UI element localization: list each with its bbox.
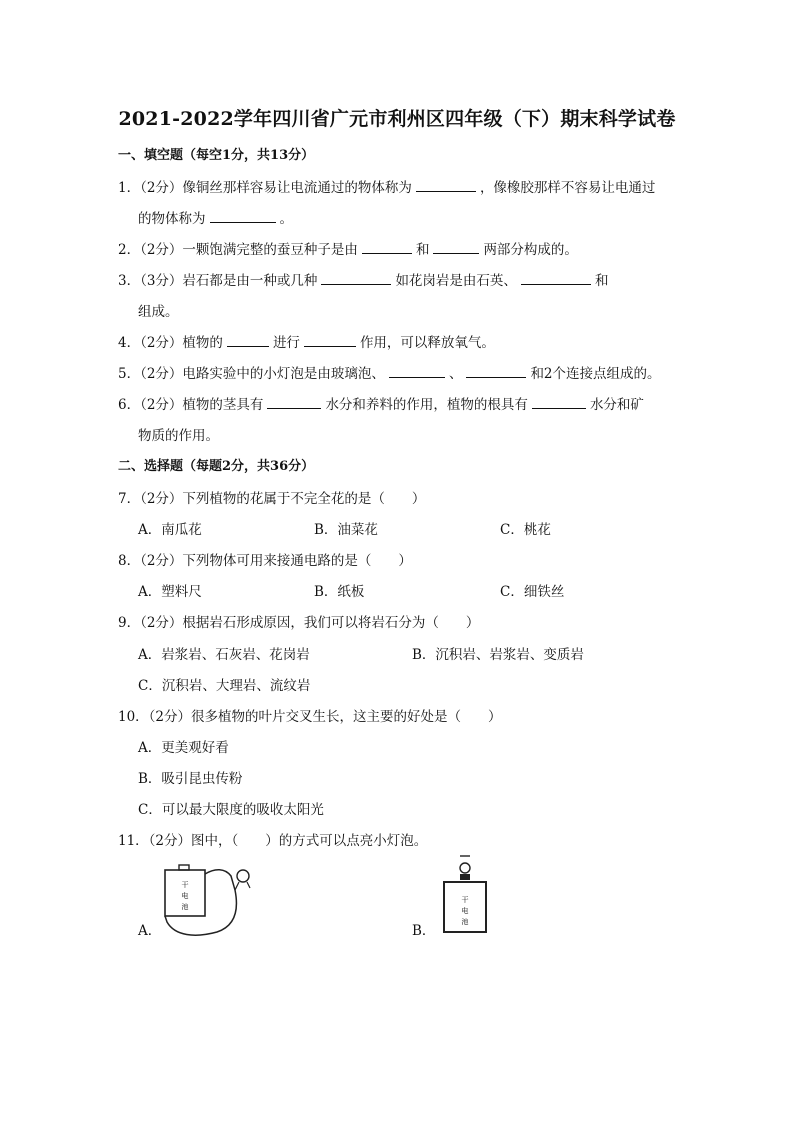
q7-option-b[interactable]: B．油菜花: [314, 522, 378, 538]
question-1-line-2: [138, 210, 293, 228]
q5-text-a: 5．（2分）电路实验中的小灯泡是由玻璃泡、: [118, 366, 385, 382]
q11-option-b[interactable]: B．: [412, 923, 436, 939]
q1-text-b: ，像橡胶那样不容易让电通过: [479, 180, 656, 196]
question-9-stem: 9．（2分）根据岩石形成原因，我们可以将岩石分为（ ）: [118, 615, 480, 631]
answer-blank[interactable]: [521, 272, 591, 285]
q11-option-a[interactable]: A．: [138, 923, 162, 939]
circuit-figure-a: [155, 860, 265, 940]
answer-blank[interactable]: [433, 241, 479, 254]
answer-blank[interactable]: [416, 179, 476, 192]
question-1-line-1: [118, 179, 655, 197]
q5-text-b: 、: [448, 366, 463, 382]
circuit-figure-b: [432, 852, 502, 938]
q8-option-b[interactable]: B．纸板: [314, 584, 365, 600]
q9-option-c[interactable]: C．沉积岩、大理岩、流纹岩: [138, 678, 311, 694]
svg-text:池: 池: [461, 918, 469, 926]
q10-option-c[interactable]: C．可以最大限度的吸收太阳光: [138, 802, 324, 818]
answer-blank[interactable]: [267, 396, 321, 409]
question-6-line-1: [118, 396, 644, 414]
q1-text-c: 的物体称为: [138, 211, 206, 227]
q4-text-b: 进行: [272, 335, 300, 351]
q8-option-a[interactable]: A．塑料尺: [138, 584, 202, 600]
answer-blank[interactable]: [304, 334, 356, 347]
page-title: 2021-2022学年四川省广元市利州区四年级（下）期末科学试卷: [118, 108, 676, 130]
q6-text-c: 水分和矿: [589, 397, 644, 413]
q6-text-d: 物质的作用。: [138, 428, 219, 444]
q4-text-a: 4．（2分）植物的: [118, 335, 223, 351]
q7-option-c[interactable]: C．桃花: [500, 522, 551, 538]
q5-text-c: 和2个连接点组成的。: [530, 366, 661, 382]
answer-blank[interactable]: [532, 396, 586, 409]
q4-text-c: 作用，可以释放氧气。: [359, 335, 495, 351]
question-3-line-1: [118, 272, 608, 290]
question-7-stem: 7．（2分）下列植物的花属于不完全花的是（ ）: [118, 491, 426, 507]
q7-option-a[interactable]: A．南瓜花: [138, 522, 202, 538]
q3-text-c: 和: [594, 273, 609, 289]
question-11-stem: 11．（2分）图中，（ ）的方式可以点亮小灯泡。: [118, 833, 428, 849]
answer-blank[interactable]: [466, 365, 526, 378]
q10-option-b[interactable]: B．吸引昆虫传粉: [138, 771, 243, 787]
wire: [165, 870, 236, 935]
answer-blank[interactable]: [210, 210, 276, 223]
q3-text-d: 组成。: [138, 304, 179, 320]
q3-text-b: 如花岗岩是由石英、: [395, 273, 517, 289]
answer-blank[interactable]: [362, 241, 412, 254]
bulb-icon: [237, 870, 249, 882]
section-heading-choice: 二、选择题（每题2分，共36分）: [118, 459, 315, 474]
q8-option-c[interactable]: C．细铁丝: [500, 584, 565, 600]
battery-label: 干: [181, 881, 189, 889]
q1-text-a: 1．（2分）像铜丝那样容易让电流通过的物体称为: [118, 180, 412, 196]
q6-text-a: 6．（2分）植物的茎具有: [118, 397, 264, 413]
bulb-icon: [460, 863, 470, 873]
q3-text-a: 3．（3分）岩石都是由一种或几种: [118, 273, 318, 289]
question-4: [118, 334, 495, 352]
svg-text:电: 电: [181, 892, 189, 900]
section-heading-fill-in: 一、填空题（每空1分，共13分）: [118, 148, 315, 163]
q10-option-a[interactable]: A．更美观好看: [138, 740, 229, 756]
bulb-base: [460, 874, 470, 880]
q9-option-a[interactable]: A．岩浆岩、石灰岩、花岗岩: [138, 647, 310, 663]
question-5: [118, 365, 661, 383]
q6-text-b: 水分和养料的作用，植物的根具有: [325, 397, 528, 413]
question-8-stem: 8．（2分）下列物体可用来接通电路的是（ ）: [118, 553, 412, 569]
q2-text-a: 2．（2分）一颗饱满完整的蚕豆种子是由: [118, 242, 358, 258]
q2-text-c: 两部分构成的。: [483, 242, 578, 258]
answer-blank[interactable]: [321, 272, 391, 285]
svg-text:池: 池: [181, 903, 189, 911]
answer-blank[interactable]: [389, 365, 445, 378]
question-10-stem: 10．（2分）很多植物的叶片交叉生长，这主要的好处是（ ）: [118, 709, 502, 725]
q2-text-b: 和: [415, 242, 430, 258]
question-2: [118, 241, 578, 259]
svg-text:电: 电: [461, 907, 469, 915]
battery-label: 干: [461, 896, 469, 904]
q1-text-d: 。: [279, 211, 293, 227]
q9-option-b[interactable]: B．沉积岩、岩浆岩、变质岩: [412, 647, 584, 663]
answer-blank[interactable]: [227, 334, 269, 347]
